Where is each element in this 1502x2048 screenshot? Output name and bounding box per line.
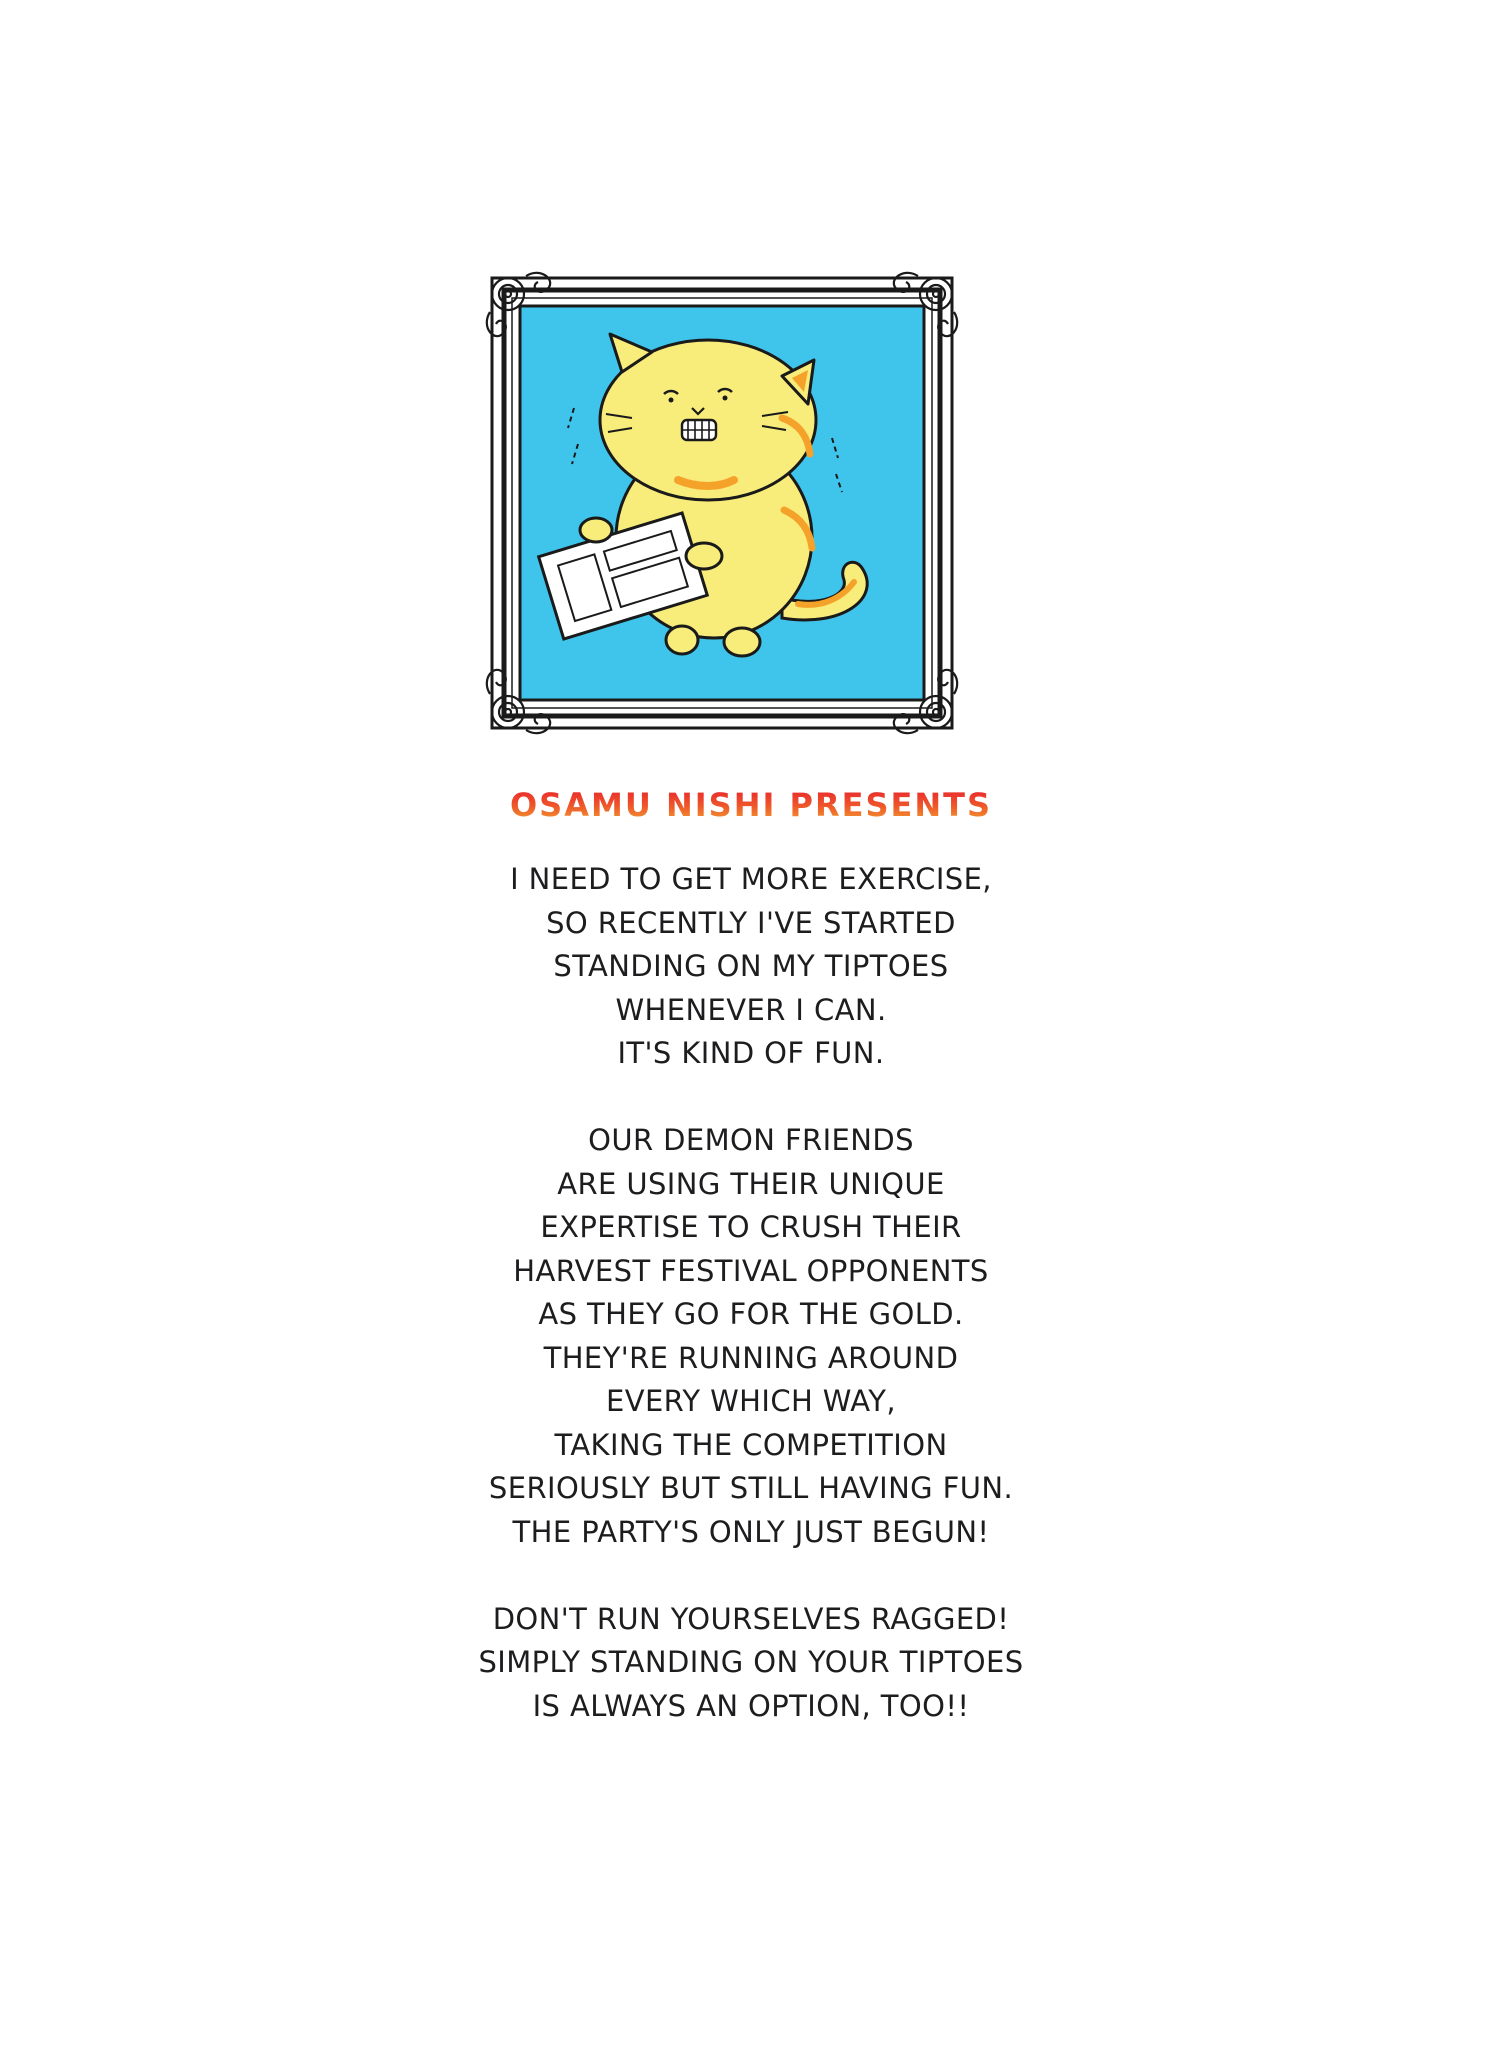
note-line: SERIOUSLY BUT STILL HAVING FUN. xyxy=(488,1471,1014,1505)
note-line: EXPERTISE TO CRUSH THEIR xyxy=(540,1210,962,1244)
note-paragraph-1 xyxy=(0,858,1502,1076)
note-line: I NEED TO GET MORE EXERCISE, xyxy=(510,862,992,896)
note-line: THE PARTY'S ONLY JUST BEGUN! xyxy=(512,1514,990,1549)
note-paragraph-2 xyxy=(0,1119,1502,1554)
note-line: HARVEST FESTIVAL OPPONENTS xyxy=(513,1253,989,1288)
cat-holding-paper-illustration xyxy=(482,268,962,738)
note-line: TAKING THE COMPETITION xyxy=(554,1427,948,1462)
note-line: EVERY WHICH WAY, xyxy=(605,1384,897,1418)
note-line: THEY'RE RUNNING AROUND xyxy=(543,1340,959,1375)
note-paragraph-3 xyxy=(0,1598,1502,1729)
presents-heading: OSAMU NISHI PRESENTS xyxy=(0,786,1502,824)
note-line: WHENEVER I CAN. xyxy=(615,992,887,1027)
note-line: DON'T RUN YOURSELVES RAGGED! xyxy=(492,1601,1010,1636)
note-line: IS ALWAYS AN OPTION, TOO!! xyxy=(532,1688,970,1723)
author-portrait-frame xyxy=(482,268,962,738)
note-line: IT'S KIND OF FUN. xyxy=(617,1036,885,1070)
author-note-body xyxy=(0,858,1502,1728)
note-line: AS THEY GO FOR THE GOLD. xyxy=(538,1297,964,1331)
note-line: ARE USING THEIR UNIQUE xyxy=(557,1166,945,1201)
note-line: STANDING ON MY TIPTOES xyxy=(553,949,949,983)
note-line: OUR DEMON FRIENDS xyxy=(588,1123,914,1157)
note-line: SO RECENTLY I'VE STARTED xyxy=(546,905,956,940)
note-line: SIMPLY STANDING ON YOUR TIPTOES xyxy=(478,1645,1024,1679)
